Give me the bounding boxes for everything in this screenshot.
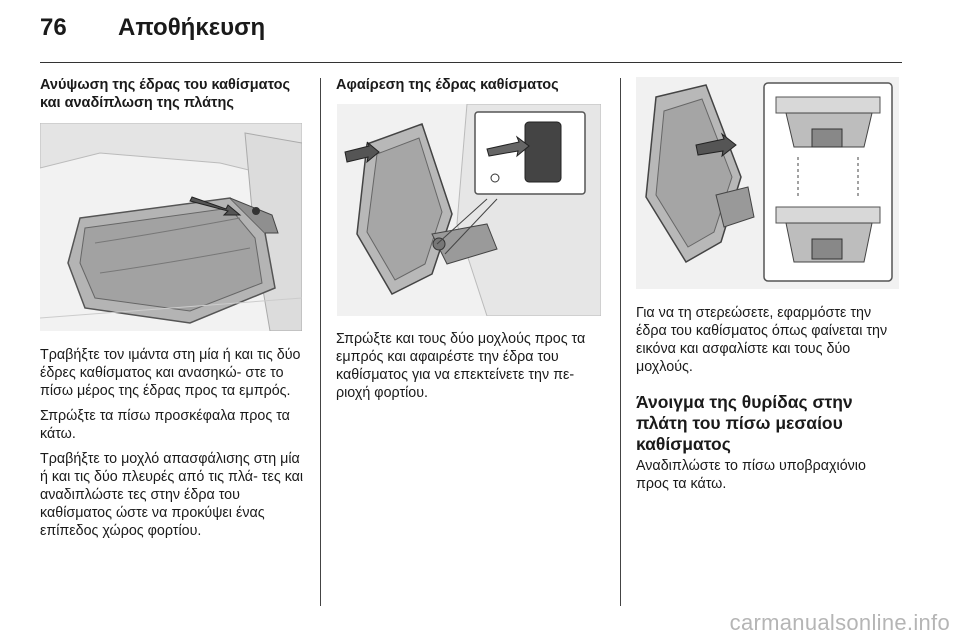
page-number: 76 [40,14,67,41]
watermark: carmanualsonline.info [729,610,950,635]
paragraph-fold-armrest: Αναδιπλώστε το πίσω υποβραχιόνιο προς τα κάτω. [636,458,866,492]
figure-seat-cushion-raise [40,123,302,331]
column-2 [336,76,606,94]
section-heading-open-hatch: Άνοιγμα της θυρίδας στην πλάτη του πίσω μεσαίου καθίσματος [636,392,853,454]
section-heading-remove-seat: Αφαίρεση της έδρας καθίσματος [336,77,559,93]
seat-refit-illustration [636,77,899,289]
paragraph-refit-seat: Για να τη στερεώσετε, εφαρμόστε την έδρα του καθίσματος όπως φαίνεται την εικόνα και ασφαλίστε και τους δύο μοχλούς. [636,305,888,375]
paragraph-push-headrests: Σπρώξτε τα πίσω προσκέφαλα προς τα κάτω. [40,408,290,442]
paragraph-pull-strap: Τραβήξτε τον ιμάντα στη μία ή και τις δύο έδρες καθίσματος και ανασηκώ- στε το πίσω μέρος της έδρας προς τα εμπρός. [40,347,301,399]
paragraph-release-lever: Τραβήξτε το μοχλό απασφάλισης στη μία ή και τις δύο πλευρές από τις πλά- τες και αναδιπλώστε τες στην έδρα του καθίσματος ώστε να προκύψει ένας επίπεδος χώρος φορτίου. [40,451,304,539]
column-2-text [336,330,606,409]
section-heading-raise-seat: Ανύψωση της έδρας του καθίσματος και αναδίπλωση της πλάτης [40,77,291,111]
column-divider-1 [320,78,321,606]
column-divider-2 [620,78,621,606]
seat-removal-illustration [337,104,601,316]
column-1-text [40,346,306,547]
header-rule [40,62,902,63]
page-title: Αποθήκευση [118,14,266,41]
figure-seat-refit [636,77,899,289]
column-3-text [636,304,902,500]
column-1 [40,76,306,112]
figure-seat-removal [337,104,601,316]
seat-raise-illustration [40,123,302,331]
paragraph-push-levers: Σπρώξτε και τους δύο μοχλούς προς τα εμπρός και αφαιρέστε την έδρα του καθίσματος για να επεκτείνετε την πε- ριοχή φορτίου. [336,331,586,401]
